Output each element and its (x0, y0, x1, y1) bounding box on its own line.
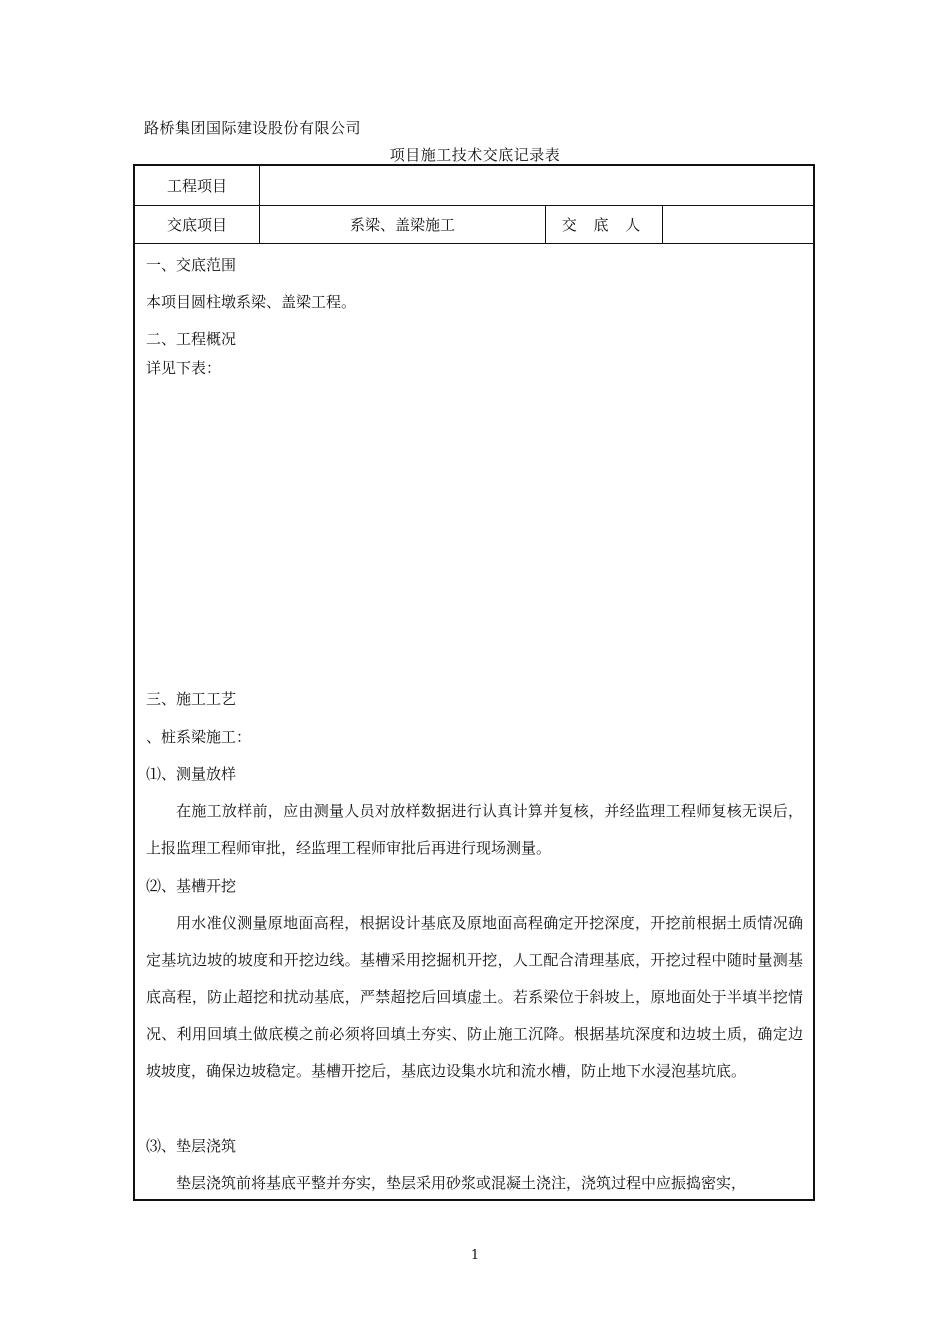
person-label: 交 底 人 (546, 205, 663, 243)
item-label: 交底项目 (135, 205, 260, 243)
project-value (260, 166, 813, 205)
section-2-heading: 二、工程概况 (146, 330, 237, 348)
step-1-heading: ⑴、测量放样 (146, 765, 237, 783)
step-2-heading: ⑵、基槽开挖 (146, 877, 237, 895)
section-1-text: 本项目圆柱墩系梁、盖梁工程。 (146, 293, 357, 311)
subsection-heading: 、桩系梁施工： (146, 728, 252, 746)
item-value: 系梁、盖梁施工 (260, 205, 546, 243)
section-2-text: 详见下表： (146, 359, 222, 377)
step-2-text: 用水准仪测量原地面高程，根据设计基底及原地面高程确定开挖深度，开挖前根据土质情况确定基坑边坡的坡度和开挖边线。基槽采用挖掘机开挖，人工配合清理基底，开挖过程中随时量测基底高程，防止超挖和扰动基底，严禁超挖后回填虚土。若系梁位于斜坡上，原地面处于半填半挖情况、利用回填土做底模之前必须将回填土夯实、防止施工沉降。根据基坑深度和边坡土质，确定边坡坡度，确保边坡稳定。基槽开挖后，基底边设集水坑和流水槽，防止地下水浸泡基坑底。 (146, 914, 803, 1080)
step-1-text: 在施工放样前，应由测量人员对放样数据进行认真计算并复核，并经监理工程师复核无误后，上报监理工程师审批，经监理工程师审批后再进行现场测量。 (146, 802, 803, 857)
section-3-heading: 三、施工工艺 (146, 690, 237, 708)
page-number: 1 (470, 1248, 480, 1263)
project-label: 工程项目 (135, 166, 260, 205)
section-1-heading: 一、交底范围 (146, 256, 237, 274)
step-3-text: 垫层浇筑前将基底平整并夯实，垫层采用砂浆或混凝土浇注，浇筑过程中应振捣密实， (176, 1174, 747, 1192)
step-3-heading: ⑶、垫层浇筑 (146, 1137, 237, 1155)
item-row (135, 205, 813, 244)
person-value (663, 205, 813, 243)
disclosure-content (135, 243, 813, 1199)
project-row (135, 166, 813, 206)
company-name: 路桥集团国际建设股份有限公司 (144, 119, 362, 137)
disclosure-record-table (133, 164, 815, 1201)
document-title: 项目施工技术交底记录表 (389, 146, 561, 164)
